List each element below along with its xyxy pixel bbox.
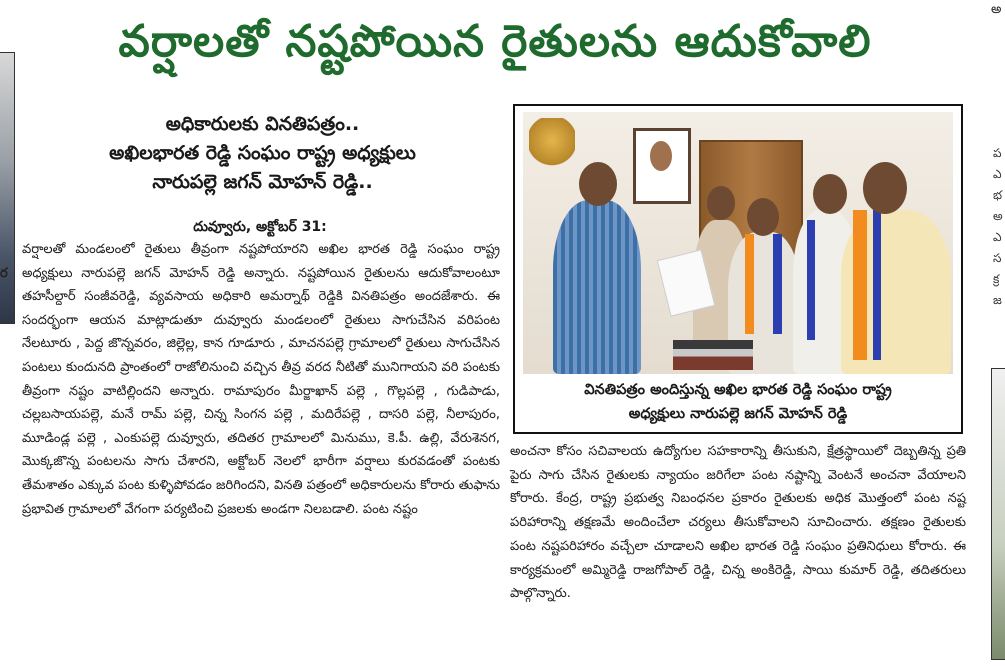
right-edge-line: జ — [993, 293, 1002, 307]
subheadline-line: నారుపల్లె జగన్ మోహన్ రెడ్డి.. — [152, 171, 373, 193]
edge-fragment-left: ర — [0, 266, 8, 281]
person-left — [553, 200, 641, 374]
photo-caption — [523, 378, 953, 426]
right-edge-line: క్ర — [993, 272, 1000, 286]
edge-fragment-top-right: అ — [991, 2, 1002, 17]
right-photo-fragment — [991, 368, 1005, 660]
right-edge-line: భ — [993, 188, 1003, 202]
news-photo — [523, 112, 953, 374]
right-edge-line: ప — [993, 146, 1002, 160]
article-column-right: అంచనా కోసం సచివాలయ ఉద్యోగుల సహకారాన్ని తీసుకుని, క్షేత్రస్థాయిలో దెబ్బతిన్న ప్రతి పైరు సాగు చేసిన రైతులకు న్యాయం జరిగేలా పంట నష్టాన్ని వెంటనే అంచనా వేయాలని కోరారు. కేంద్ర, రాష్ట్ర ప్రభుత్వ నిబంధనల ప్రకారం రైతులకు అధిక మొత్తంలో పంట నష్ట పరిహారాన్ని తక్షణమే అందించేలా చర్యలు తీసుకోవాలని సూచించారు. తక్షణం రైతులకు పంట నష్టపరిహారం వచ్చేలా చూడాలని అఖిల భారత రెడ్డి సంఘం ప్రతినిధులు కోరారు. ఈ కార్యక్రమంలో అమ్మిరెడ్డి రాజగోపాల్ రెడ్డి, చిన్న అంకిరెడ్డి, సాయి కుమార్ రెడ్డి, తదితరులు పాల్గొన్నారు. — [510, 444, 966, 602]
subheadline-line: అధికారులకు వినతిపత్రం.. — [165, 113, 360, 135]
subheadline-line: అఖిలభారత రెడ్డి సంఘం రాష్ట్ర అధ్యక్షులు — [109, 142, 416, 164]
caption-line: అధ్యక్షులు నారుపల్లె జగన్ మోహన్ రెడ్డి — [628, 406, 848, 422]
portrait-frame — [633, 128, 691, 204]
headline: వర్షాలతో నష్టపోయిన రైతులను ఆదుకోవాలి — [118, 16, 872, 67]
subheadline — [25, 110, 500, 197]
right-edge-line: ఎ — [993, 230, 1002, 244]
right-edge-column-fragment — [993, 143, 1003, 311]
right-edge-line: అ — [993, 209, 1003, 223]
books-stack — [673, 340, 753, 370]
caption-line: వినతిపత్రం అందిస్తున్న అఖిల భారత రెడ్డి సంఘం రాష్ట్ర — [584, 382, 892, 398]
right-edge-line: ఎ — [993, 167, 1002, 181]
emblem-icon — [529, 118, 575, 174]
dateline: దువ్వూరు, అక్టోబర్ 31: — [193, 219, 327, 235]
right-edge-line: స — [993, 251, 1002, 265]
article-column-left: వర్షాలతో మండలంలో రైతులు తీవ్రంగా నష్టపోయారని అఖిల భారత రెడ్డి సంఘం రాష్ట్ర అధ్యక్షులు నారుపల్లె జగన్ మోహన్ రెడ్డి అన్నారు. నష్టపోయిన రైతులను ఆదుకోవాలంటూ తహసీల్దార్ సంజీవరెడ్డి, వ్యవసాయ అధికారి అమర్నాథ్ రెడ్డికి వినతిపత్రం అందజేశారు. ఈ సందర్భంగా ఆయన మాట్లాడుతూ దువ్వూరు మండలంలో రైతులు సాగుచేసిన వరిపంట నేలటూరు , పెద్ద జొన్నవరం, జిల్లెల్ల, కాన గూడూరు , మాచనపల్లె గ్రామాలలో రైతులు సాగుచేసిన పంటలు కుందునది ప్రాంతంలో రాజోలినుంచి వచ్చిన తీవ్ర వరద నీటితో మునిగాయని వరి పంటకు తీవ్రంగా నష్టం వాటిల్లిందని అన్నారు. రామాపురం మీర్జాఖాన్ పల్లె , గొల్లపల్లె , గుడిపాడు, చల్లబసాయపల్లె, మనే రామ్ పల్లె, చిన్న సింగన పల్లె , మదిరేపల్లె , దాసరి పల్లె, నీలాపురం, మూడిండ్ల పల్లె , ఎంకుపల్లె దువ్వూరు, తదితర గ్రామాలలో మినుము, కె.పీ. ఉల్లి, వేరుశెనగ, మొక్కజొన్న పంటలను సాగు చేశారని, అక్టోబర్ నెలలో భారీగా వర్షాలు కురవడంతో పంటకు తేమశాతం ఎక్కువ పంట కుళ్ళిపోవడం జరిగిందని, వినతి పత్రంలో అధికారులను కోరారు తుఫాను ప్రభావిత గ్రామాలలో వేగంగా పర్యటించి ప్రజలకు అండగా నిలబడాలి. పంట నష్టం — [22, 242, 500, 517]
photo-box — [513, 104, 963, 434]
